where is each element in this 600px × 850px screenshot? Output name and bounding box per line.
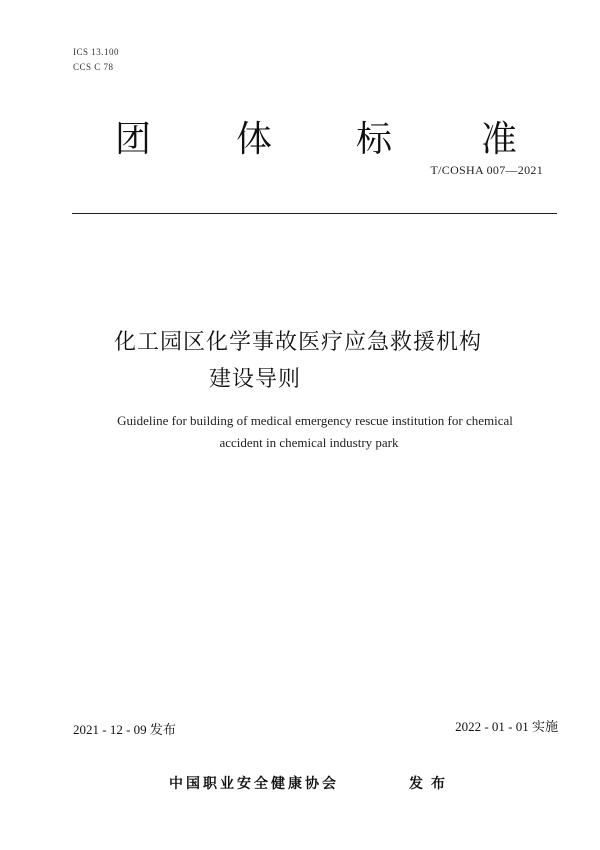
publisher-label: 发布 <box>409 776 453 792</box>
title-en-line-1: Guideline for building of medical emergency rescue institution for chemical <box>117 413 513 428</box>
publisher-name: 中国职业安全健康协会 <box>169 776 339 792</box>
issue-label: 发布 <box>149 723 176 738</box>
standard-type-char-3: 标 <box>356 119 393 160</box>
implementation-date-block <box>455 716 558 735</box>
ccs-code: CCS C 78 <box>73 62 114 72</box>
implementation-date: 2022 - 01 - 01 <box>455 719 529 734</box>
title-zh-line-2: 建设导则 <box>208 367 301 392</box>
title-en-line-2: accident in chemical industry park <box>219 435 399 450</box>
standard-number: T/COSHA 007—2021 <box>430 163 543 177</box>
standard-type-char-1: 团 <box>115 119 152 160</box>
ics-code: ICS 13.100 <box>73 47 120 57</box>
title-zh-line-1: 化工园区化学事故医疗应急救援机构 <box>113 330 482 355</box>
implementation-label: 实施 <box>531 720 558 735</box>
issue-date: 2021 - 12 - 09 <box>73 722 147 737</box>
standard-type-char-2: 体 <box>236 119 273 160</box>
standard-type-char-4: 准 <box>481 119 518 160</box>
standard-type-heading <box>0 118 600 166</box>
issue-date-block <box>73 719 176 738</box>
header-divider <box>72 213 557 214</box>
classification-codes <box>73 45 119 75</box>
